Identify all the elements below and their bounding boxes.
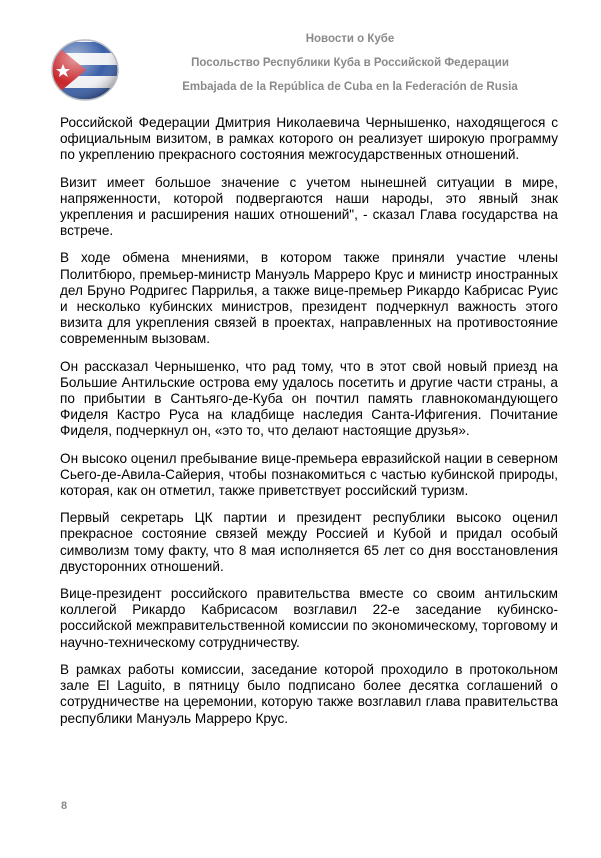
- paragraph: Российской Федерации Дмитрия Николаевича Чернышенко, находящегося с официальным визитом, в рамках которого он реализует широкую программу по укреплению прекрасного состояния межгосударственных отношений.: [60, 115, 558, 163]
- cuban-flag-sphere-icon: [50, 38, 120, 102]
- header-embassy-ru: Посольство Республики Куба в Российской Федерации: [191, 57, 509, 69]
- paragraph: В ходе обмена мнениями, в котором также приняли участие члены Политбюро, премьер-министр Мануэль Марреро Крус и министр иностранных дел Бруно Родригес Паррилья, а также вице-премьер Рикардо Кабрисас Руис и несколько кубинских министров, президент подчеркнул важность этого визита для укрепления связей в проектах, направленных на противостояние современным вызовам.: [60, 250, 558, 347]
- article-body: [60, 115, 558, 738]
- page-header: [0, 0, 601, 108]
- paragraph: Визит имеет большое значение с учетом нынешней ситуации в мире, напряженности, которой подвергаются наши народы, это явный знак укрепления и расширения наших отношений", - сказал Глава государства на встрече.: [60, 174, 558, 239]
- paragraph: В рамках работы комиссии, заседание которой проходило в протокольном зале El Laguito, в пятницу было подписано более десятка соглашений о сотрудничестве на церемонии, которую также возглавил глава правительства республики Мануэль Марреро Крус.: [60, 661, 558, 726]
- header-embassy-es: Embajada de la República de Cuba en la Federación de Rusia: [182, 81, 518, 93]
- header-title: Новости о Кубе: [305, 33, 395, 45]
- page-number: 8: [61, 800, 68, 812]
- paragraph: Он высоко оценил пребывание вице-премьера евразийской нации в северном Сьего-де-Авила-Сайерия, чтобы познакомиться с частью кубинской природы, которая, как он отметил, также приветствует российский туризм.: [60, 450, 558, 499]
- paragraph: Вице-президент российского правительства вместе со своим антильским коллегой Рикардо Кабрисасом возглавил 22-е заседание кубинско-российской межправительственной комиссии по экономическому, торговому и научно-техническому сотрудничеству.: [60, 586, 558, 650]
- paragraph: Он рассказал Чернышенко, что рад тому, что в этот свой новый приезд на Большие Антильские острова ему удалось посетить и другие части страны, а по прибытии в Сантьяго-де-Куба он почтил память главнокомандующего Фиделя Кастро Руса на кладбище наследия Санта-Ифигения. Почитание Фиделя, подчеркнул он, «это то, что делают настоящие друзья».: [60, 358, 558, 439]
- paragraph: Первый секретарь ЦК партии и президент республики высоко оценил прекрасное состояние связей между Россией и Кубой и придал особый символизм тому факту, что 8 мая исполняется 65 лет со дня восстановления двусторонних отношений.: [60, 510, 558, 574]
